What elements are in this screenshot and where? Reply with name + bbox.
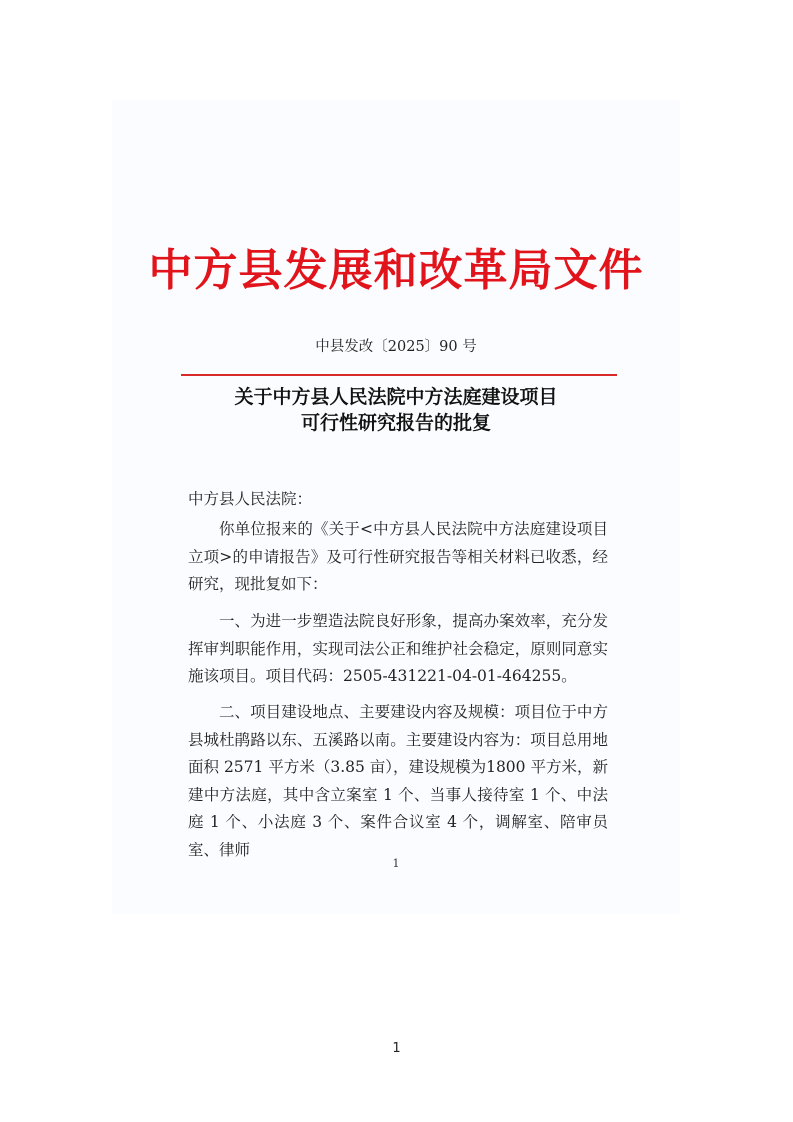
document-number: 中县发改〔2025〕90 号: [315, 339, 477, 355]
title-line-2: 可行性研究报告的批复: [300, 412, 491, 434]
body-paragraph: 二、项目建设地点、主要建设内容及规模：项目位于中方县城杜鹃路以东、五溪路以南。主要建设内容为：项目总用地面积 2571 平方米（3.85 亩），建设规模为1800 平方米，新建中方法庭，其中含立案室 1 个、当事人接待室 1 个、中法庭 1 个、小法庭 3 个、案件合议室 4 个，调解室、陪审员室、律师: [188, 703, 608, 859]
red-divider-line: [181, 374, 617, 376]
document-title: [112, 384, 680, 436]
issuing-authority-header: 中方县发展和改革局文件: [148, 245, 644, 296]
body-paragraph: 一、为进一步塑造法院良好形象，提高办案效率，充分发挥审判职能作用，实现司法公正和维护社会稳定，原则同意实施该项目。项目代码：2505-431221-04-01-464255。: [188, 612, 608, 685]
page-number: 1: [392, 1041, 401, 1056]
body-paragraph: 你单位报来的《关于<中方县人民法院中方法庭建设项目立项>的申请报告》及可行性研究报告等相关材料已收悉，经研究，现批复如下：: [188, 520, 608, 593]
recipient: 中方县人民法院：: [188, 490, 313, 508]
title-line-1: 关于中方县人民法院中方法庭建设项目: [234, 386, 558, 408]
scan-page-number: 1: [392, 857, 400, 870]
